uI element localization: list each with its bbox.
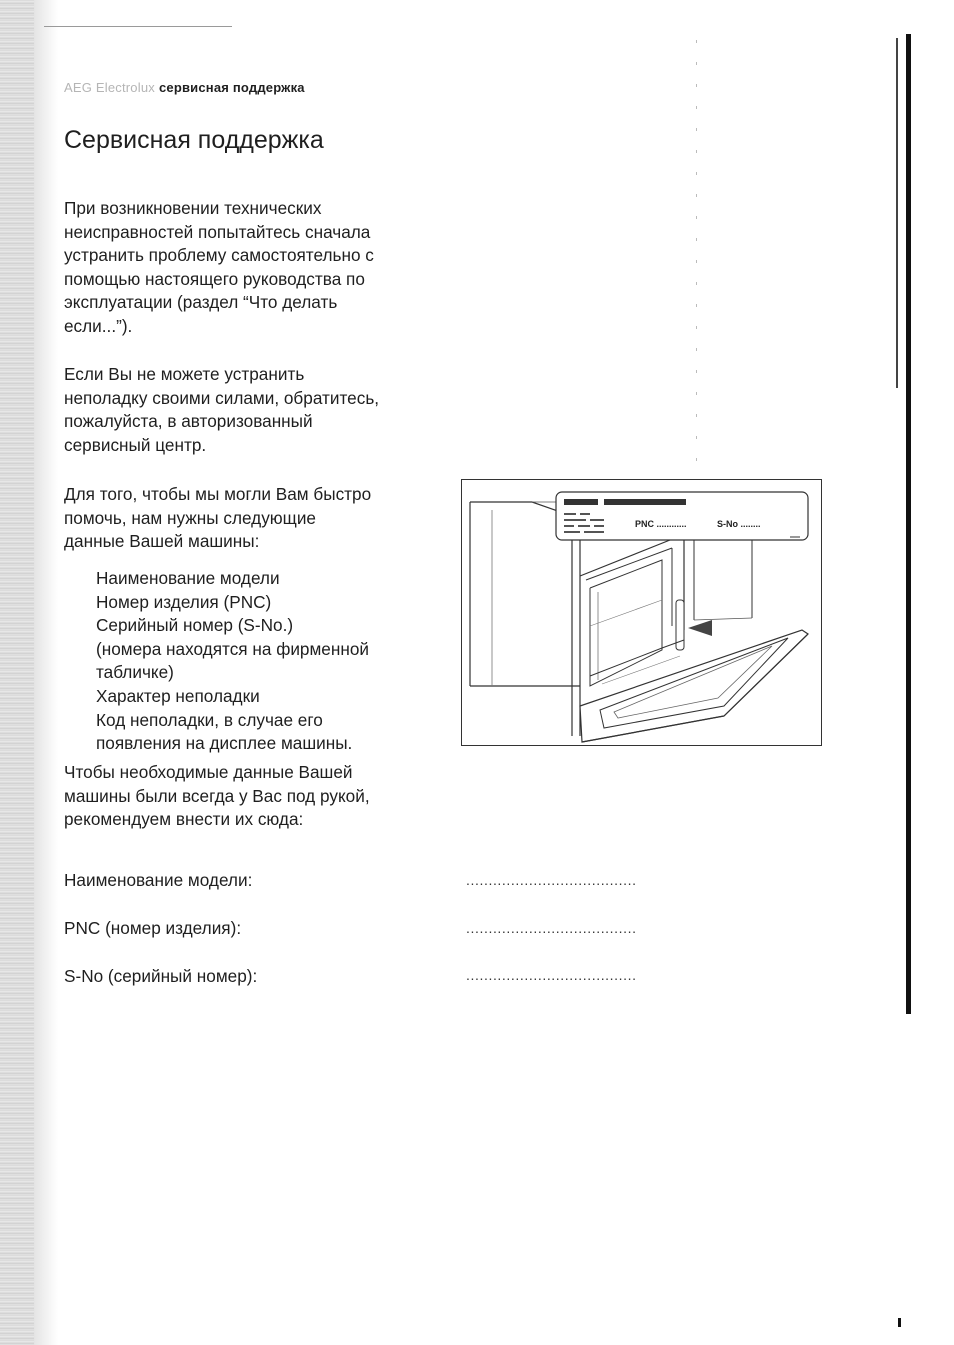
list-item: Серийный номер (S-No.) [96, 615, 294, 636]
text-line: Если Вы не можете устранить [64, 364, 305, 384]
model-blank: ...................................... [466, 872, 637, 888]
text-line: помочь, нам нужны следующие [64, 507, 316, 528]
binding-line [906, 34, 911, 1014]
list-item: Код неполадки, в случае его [96, 709, 323, 730]
text-line: пожалуйста, в авторизованный [64, 411, 313, 432]
model-label: Наименование модели: [64, 870, 253, 890]
paragraph-troubleshoot [64, 197, 434, 339]
scan-edge-shadow [0, 0, 34, 1345]
page-mark [898, 1318, 901, 1327]
text-line: неисправностей попытайтесь сначала [64, 221, 371, 242]
list-item: табличке) [96, 662, 174, 683]
list-item: Номер изделия (PNC) [96, 591, 272, 612]
text-line: если...”). [64, 315, 133, 336]
pnc-blank: ...................................... [466, 920, 637, 936]
margin-dots [696, 40, 697, 510]
text-line: данные Вашей машины: [64, 531, 260, 552]
binding-line-thin [896, 38, 898, 388]
text-line: сервисный центр. [64, 434, 207, 455]
list-item: (номера находятся на фирменной [96, 638, 370, 659]
oven-illustration [462, 480, 820, 744]
page-title: Сервисная поддержка [64, 126, 324, 154]
text-line: Для того, чтобы мы могли Вам быстро [64, 484, 372, 504]
text-line: эксплуатации (раздел “Что делать [64, 292, 338, 313]
rating-plate-figure [461, 479, 822, 746]
paragraph-service-center [64, 363, 434, 457]
scan-edge-fade [34, 0, 58, 1345]
text-line: Чтобы необходимые данные Вашей [64, 762, 353, 782]
sno-label: S-No (серийный номер): [64, 966, 258, 986]
text-line: машины были всегда у Вас под рукой, [64, 785, 370, 806]
required-items-list [96, 567, 436, 756]
plate-pnc-text: PNC ............ [635, 519, 687, 529]
header-title: сервисная поддержка [158, 80, 305, 95]
text-line: При возникновении технических [64, 198, 322, 218]
list-item: появления на дисплее машины. [96, 733, 353, 754]
text-line: помощью настоящего руководства по [64, 268, 365, 289]
sno-blank: ...................................... [466, 967, 637, 983]
oven-door [580, 630, 808, 742]
running-header [64, 80, 305, 95]
top-rule [44, 26, 232, 27]
text-line: неполадку своими силами, обратитесь, [64, 387, 380, 408]
text-line: устранить проблему самостоятельно с [64, 245, 374, 266]
list-item: Наименование модели [96, 568, 280, 588]
plate-location-arrow [688, 620, 712, 636]
brand-label: AEG Electrolux [64, 80, 155, 95]
plate-sno-text: S-No ........ [717, 519, 761, 529]
paragraph-record-here [64, 761, 434, 832]
list-item: Характер неполадки [96, 685, 260, 706]
paragraph-required-data [64, 483, 434, 554]
pnc-label: PNC (номер изделия): [64, 918, 242, 938]
text-line: рекомендуем внести их сюда: [64, 809, 304, 830]
